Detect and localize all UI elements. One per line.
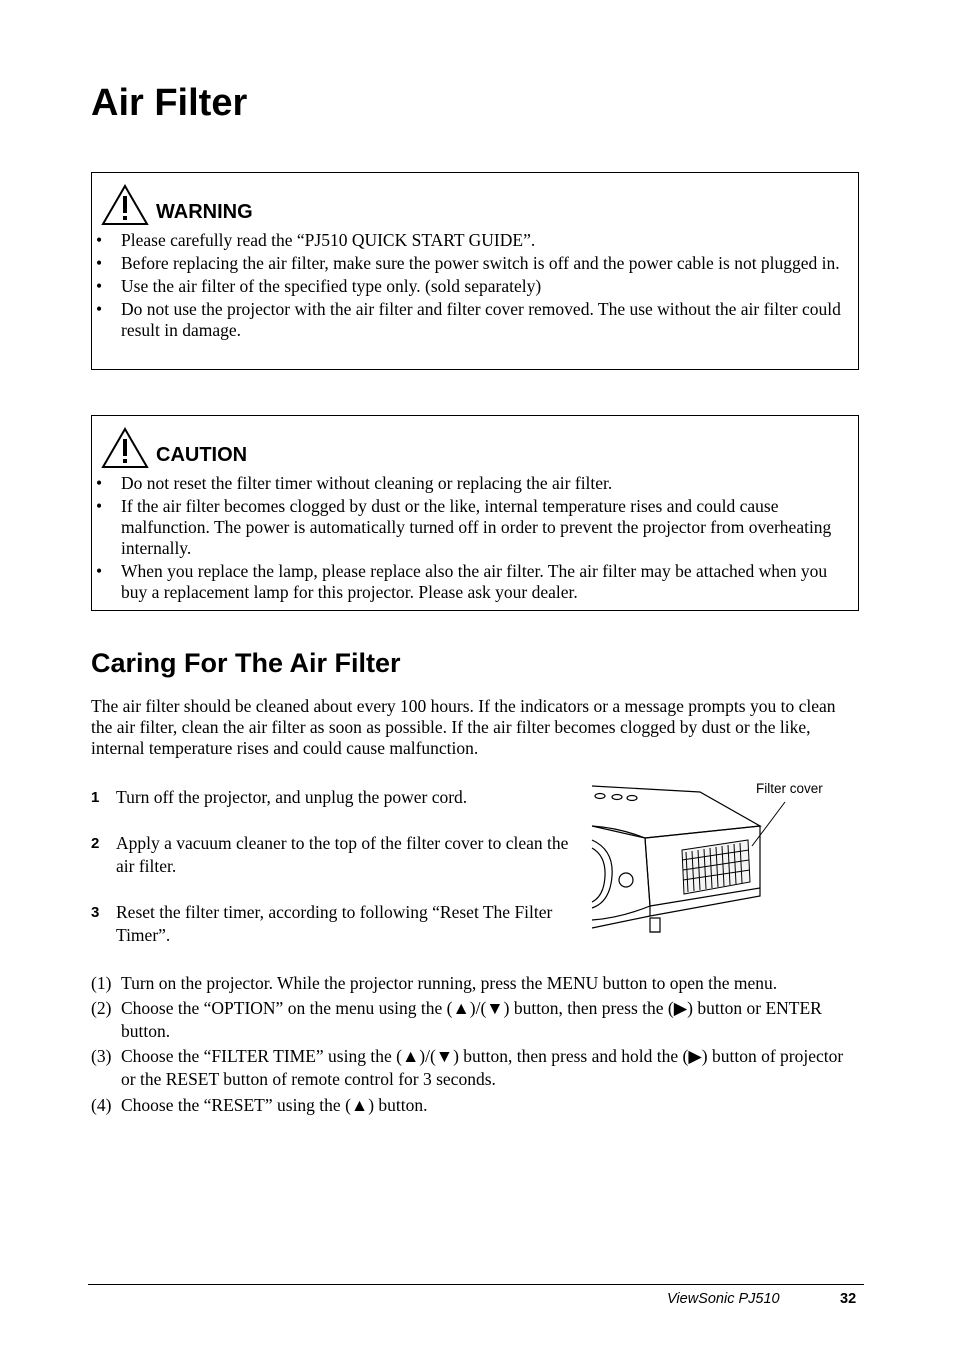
footer-page-number: 32 — [840, 1291, 857, 1307]
footer-brand: ViewSonic PJ510 — [667, 1291, 780, 1307]
warning-label: WARNING — [156, 201, 253, 223]
caution-item: • If the air filter becomes clogged by dust or the like, internal temperature rises and could cause malfunction. The power is automatically turned off in order to prevent the projector from overheating internally. — [92, 496, 858, 559]
warning-item: • Please carefully read the “PJ510 QUICK START GUIDE”. — [92, 230, 858, 251]
warning-item: • Do not use the projector with the air filter and filter cover removed. The use without the air filter could result in damage. — [92, 299, 858, 341]
caution-list — [92, 473, 858, 605]
caution-item: • Do not reset the filter timer without cleaning or replacing the air filter. — [92, 473, 858, 494]
sub-step-text: Choose the “FILTER TIME” using the (▲)/(▼) button, then press and hold the (▶) button of projector or the RESET button of remote control for 3 seconds. — [121, 1046, 844, 1089]
step-number: 3 — [91, 904, 100, 921]
step-item — [91, 786, 561, 809]
caution-box — [91, 415, 859, 611]
sub-step-text: Turn on the projector. While the projector running, press the MENU button to open the menu. — [121, 973, 778, 993]
sub-step-item — [91, 1045, 861, 1091]
step-number: 2 — [91, 835, 100, 852]
projector-illustration — [590, 778, 840, 946]
caution-item: • When you replace the lamp, please replace also the air filter. The air filter may be attached when you buy a replacement lamp for this projector. Please ask your dealer. — [92, 561, 858, 603]
step-text: Apply a vacuum cleaner to the top of the filter cover to clean the air filter. — [116, 833, 569, 876]
sub-step-number: (2) — [91, 998, 112, 1018]
sub-step-number: (3) — [91, 1046, 112, 1066]
sub-step-item — [91, 972, 861, 995]
filter-cover-callout: Filter cover — [756, 781, 823, 796]
sub-step-item — [91, 1094, 861, 1117]
warning-box — [91, 172, 859, 370]
caution-label: CAUTION — [156, 444, 248, 466]
step-text: Turn off the projector, and unplug the power cord. — [116, 787, 468, 807]
footer-divider — [88, 1284, 864, 1285]
warning-list — [92, 230, 858, 343]
sub-step-number: (4) — [91, 1095, 112, 1115]
sub-step-number: (1) — [91, 973, 112, 993]
step-item — [91, 832, 586, 878]
warning-item: • Use the air filter of the specified type only. (sold separately) — [92, 276, 858, 297]
intro-paragraph: The air filter should be cleaned about every 100 hours. If the indicators or a message prompts you to clean the air filter, clean the air filter as soon as possible. If the air filter becomes clogged by dust or the like, internal temperature rises and could cause malfunction. — [91, 696, 836, 758]
page-title: Air Filter — [91, 82, 248, 124]
section-heading: Caring For The Air Filter — [91, 648, 401, 678]
warning-triangle-icon — [100, 183, 150, 227]
warning-triangle-icon — [100, 426, 150, 470]
step-item — [91, 901, 561, 947]
sub-step-text: Choose the “OPTION” on the menu using the (▲)/(▼) button, then press the (▶) button or ENTER button. — [121, 998, 822, 1041]
sub-step-text: Choose the “RESET” using the (▲) button. — [121, 1095, 428, 1115]
step-number: 1 — [91, 789, 100, 806]
sub-step-item — [91, 997, 861, 1043]
step-text: Reset the filter timer, according to following “Reset The Filter Timer”. — [116, 902, 553, 945]
warning-item: • Before replacing the air filter, make sure the power switch is off and the power cable is not plugged in. — [92, 253, 858, 274]
